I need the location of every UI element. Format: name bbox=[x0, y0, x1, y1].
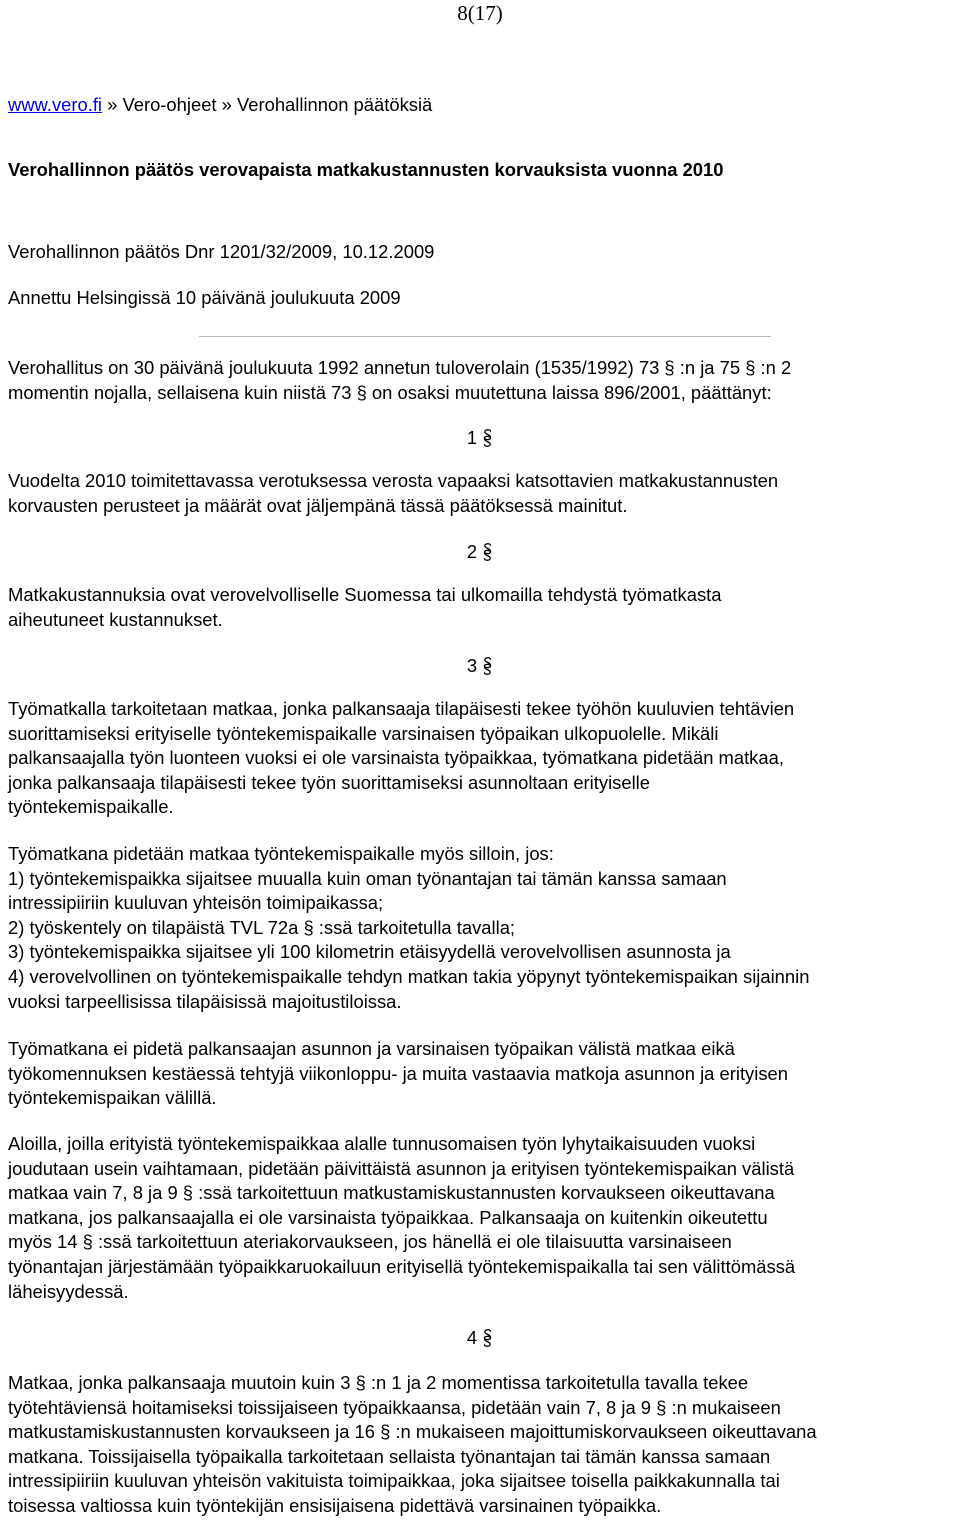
preamble bbox=[8, 356, 960, 405]
text-line: Matkakustannuksia ovat verovelvolliselle Suomessa tai ulkomailla tehdystä työmatkasta bbox=[8, 584, 722, 605]
text-line: intressipiiriin kuuluvan yhteisön vakituista toimipaikkaa, joka sijaitsee toisella paikkakunnalla tai bbox=[8, 1470, 780, 1492]
text-line: 1) työntekemispaikka sijaitsee muualla kuin oman työnantajan tai tämän kanssa samaan bbox=[8, 867, 727, 889]
text-line: 4) verovelvollinen on työntekemispaikalle tehdyn matkan takia yöpynyt työntekemispaikan sijainnin bbox=[8, 965, 810, 987]
text-line: Matkaa, jonka palkansaaja muutoin kuin 3 § :n 1 ja 2 momentissa tarkoitetulla tavalla tekee bbox=[8, 1372, 749, 1393]
section-sign-icon bbox=[482, 542, 493, 562]
text-line: matkustamiskustannusten korvaukseen ja 16 § :n mukaiseen majoittumiskorvaukseen oikeuttavana bbox=[8, 1421, 817, 1443]
divider bbox=[199, 336, 771, 337]
text-line: jonka palkansaaja tilapäisesti tekee työn suorittamiseksi asunnoltaan erityiselle bbox=[8, 771, 650, 793]
section-3-paragraph bbox=[8, 697, 960, 820]
issued-line: Annettu Helsingissä 10 päivänä joulukuuta 2009 bbox=[8, 287, 401, 308]
breadcrumb-trail: » Vero-ohjeet » Verohallinnon päätöksiä bbox=[102, 94, 433, 115]
text-line: joudutaan usein vaihtamaan, pidetään päivittäistä asunnon ja erityisen työntekemispaikan välistä bbox=[8, 1157, 795, 1179]
section-sign-icon bbox=[482, 1328, 493, 1348]
preamble-line: momentin nojalla, sellaisena kuin niistä 73 § on osaksi muutettuna laissa 896/2001, päättänyt: bbox=[8, 381, 772, 403]
section-3-paragraph bbox=[8, 842, 960, 1014]
text-line: toisessa valtiossa kuin työntekijän ensisijaisena pidettävä varsinainen työpaikka. bbox=[8, 1494, 662, 1516]
preamble-line: Verohallitus on 30 päivänä joulukuuta 1992 annetun tuloverolain (1535/1992) 73 § :n ja 75 § :n 2 bbox=[8, 357, 792, 378]
text-line: työkomennuksen kestäessä tehtyjä viikonloppu- ja muita vastaavia matkoja asunnon ja erityisen bbox=[8, 1062, 788, 1084]
text-line: matkana, jos palkansaajalla ei ole varsinaista työpaikkaa. Palkansaaja on kuitenkin oikeutettu bbox=[8, 1206, 768, 1228]
decision-reference: Verohallinnon päätös Dnr 1201/32/2009, 10.12.2009 bbox=[8, 241, 435, 262]
section-number: 1 bbox=[466, 427, 478, 448]
section-heading-3 bbox=[0, 654, 960, 679]
text-line: palkansaajalla työn luonteen vuoksi ei ole varsinaista työpaikkaa, työmatkana pidetään matkaa, bbox=[8, 747, 784, 769]
section-3-paragraph bbox=[8, 1037, 960, 1111]
text-line: työnantajan järjestämään työpaikkaruokailuun erityisellä työntekemispaikalla tai sen välittömässä bbox=[8, 1255, 796, 1277]
section-sign-icon bbox=[482, 656, 493, 676]
section-4-paragraph bbox=[8, 1371, 960, 1519]
text-line: myös 14 § :ssä tarkoitettuun ateriakorvaukseen, jos hänellä ei ole tilaisuutta varsinaiseen bbox=[8, 1231, 732, 1253]
text-line: suorittamiseksi erityiselle työntekemispaikalle varsinaisen työpaikan ulkopuolelle. Mikäli bbox=[8, 722, 719, 744]
text-line: työntekemispaikan välillä. bbox=[8, 1087, 217, 1109]
text-line: aiheutuneet kustannukset. bbox=[8, 608, 223, 630]
text-line: Vuodelta 2010 toimitettavassa verotuksessa verosta vapaaksi katsottavien matkakustannusten bbox=[8, 470, 779, 491]
text-line: Työmatkana pidetään matkaa työntekemispaikalle myös silloin, jos: bbox=[8, 843, 554, 864]
text-line: 3) työntekemispaikka sijaitsee yli 100 kilometrin etäisyydellä verovelvollisen asunnosta ja bbox=[8, 941, 731, 963]
text-line: korvausten perusteet ja määrät ovat jäljempänä tässä päätöksessä mainitut. bbox=[8, 494, 628, 516]
breadcrumb bbox=[8, 93, 432, 118]
section-number: 4 bbox=[466, 1327, 478, 1348]
text-line: Aloilla, joilla erityistä työntekemispaikkaa alalle tunnusomaisen työn lyhytaikaisuuden vuoksi bbox=[8, 1133, 756, 1154]
section-heading-2 bbox=[0, 540, 960, 565]
vero-home-link[interactable]: www.vero.fi bbox=[8, 94, 103, 115]
section-number: 3 bbox=[466, 655, 478, 676]
text-line: vuoksi tarpeellisissa tilapäisissä majoitustiloissa. bbox=[8, 990, 402, 1012]
section-sign-icon bbox=[482, 428, 493, 448]
section-number: 2 bbox=[466, 541, 478, 562]
section-1-paragraph bbox=[8, 469, 960, 518]
text-line: Työmatkana ei pidetä palkansaajan asunnon ja varsinaisen työpaikan välistä matkaa eikä bbox=[8, 1038, 735, 1059]
page-number: 8(17) bbox=[457, 1, 503, 25]
section-2-paragraph bbox=[8, 583, 960, 632]
section-heading-1 bbox=[0, 426, 960, 451]
text-line: läheisyydessä. bbox=[8, 1280, 129, 1302]
document-title: Verohallinnon päätös verovapaista matkakustannusten korvauksista vuonna 2010 bbox=[8, 159, 724, 180]
text-line: työtehtäviensä hoitamiseksi toissijaiseen työpaikkaansa, pidetään vain 7, 8 ja 9 § :n mukaiseen bbox=[8, 1396, 781, 1418]
text-line: työntekemispaikalle. bbox=[8, 796, 174, 818]
text-line: matkana. Toissijaisella työpaikalla tarkoitetaan sellaista työnantajan tai tämän kanssa samaan bbox=[8, 1445, 771, 1467]
section-3-paragraph bbox=[8, 1132, 960, 1304]
text-line: 2) työskentely on tilapäistä TVL 72a § :ssä tarkoitetulla tavalla; bbox=[8, 916, 516, 938]
text-line: matkaa vain 7, 8 ja 9 § :ssä tarkoitettuun matkustamiskustannusten korvaukseen oikeuttavana bbox=[8, 1182, 775, 1204]
text-line: Työmatkalla tarkoitetaan matkaa, jonka palkansaaja tilapäisesti tekee työhön kuuluvien tehtävien bbox=[8, 698, 795, 719]
section-heading-4 bbox=[0, 1326, 960, 1351]
text-line: intressipiiriin kuuluvan yhteisön toimipaikassa; bbox=[8, 892, 384, 914]
